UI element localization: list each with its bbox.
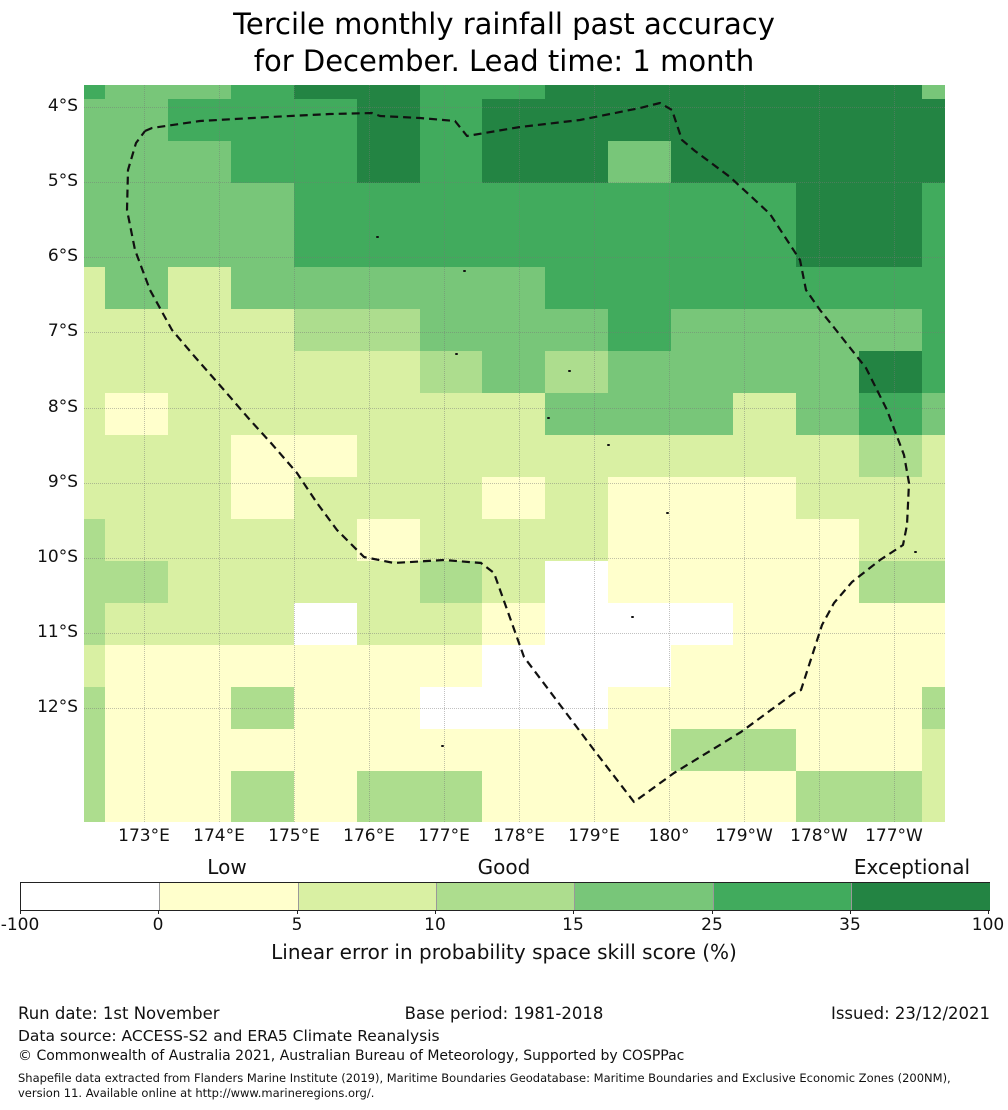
y-tick-label: 7°S [47, 321, 78, 341]
colorbar-tick [988, 910, 989, 914]
colorbar-segment [21, 883, 159, 910]
island-dot [568, 370, 571, 372]
colorbar-tick-label: 0 [152, 915, 164, 935]
y-tick-label: 10°S [37, 547, 78, 567]
island-dot [441, 745, 444, 747]
colorbar-tick [297, 910, 298, 914]
x-tick-label: 177°E [418, 826, 470, 846]
x-tick-label: 179°E [568, 826, 620, 846]
colorbar-tick-label: 15 [562, 915, 584, 935]
x-tick-label: 176°E [343, 826, 395, 846]
island-dot [547, 417, 550, 419]
colorbar-tick-label: 35 [839, 915, 861, 935]
base-period-text: Base period: 1981-2018 [404, 1004, 604, 1023]
y-tick-label: 12°S [37, 697, 78, 717]
x-tick-label: 179°W [715, 826, 773, 846]
x-tick-label: 178°E [493, 826, 545, 846]
map-area [84, 85, 945, 822]
eez-boundary [84, 85, 945, 822]
x-tick-label: 178°W [790, 826, 848, 846]
x-tick-label: 175°E [268, 826, 320, 846]
colorbar-tick [712, 910, 713, 914]
colorbar-category-label: Good [477, 855, 531, 879]
x-tick-label: 180° [648, 826, 690, 846]
colorbar-category-label: Low [207, 855, 247, 879]
island-dot [631, 616, 634, 618]
y-tick-label: 4°S [47, 96, 78, 116]
issued-text: Issued: 23/12/2021 [830, 1004, 990, 1023]
colorbar-segment [574, 883, 714, 910]
colorbar-segment [159, 883, 299, 910]
colorbar-tick [850, 910, 851, 914]
x-tick-label: 174°E [193, 826, 245, 846]
colorbar-tick [573, 910, 574, 914]
data-source-text: Data source: ACCESS-S2 and ERA5 Climate Reanalysis [18, 1027, 440, 1045]
colorbar-tick [435, 910, 436, 914]
y-tick-label: 6°S [47, 246, 78, 266]
y-tick-label: 8°S [47, 397, 78, 417]
run-date-text: Run date: 1st November [18, 1004, 220, 1023]
island-dot [666, 512, 669, 514]
copyright-text: © Commonwealth of Australia 2021, Australian Bureau of Meteorology, Supported by COSPPac [18, 1048, 685, 1064]
colorbar-segment [713, 883, 852, 910]
x-tick-label: 177°W [865, 826, 923, 846]
island-dot [455, 353, 458, 355]
x-tick-label: 173°E [118, 826, 170, 846]
colorbar [20, 882, 990, 911]
chart-title [0, 6, 1008, 80]
shapefile-note-line2: version 11. Available online at http://www.marineregions.org/. [18, 1086, 375, 1100]
colorbar-category-label: Exceptional [853, 855, 971, 879]
colorbar-tick-label: 100 [971, 915, 1005, 935]
colorbar-segment [851, 883, 990, 910]
island-dot [376, 236, 379, 238]
colorbar-segment [436, 883, 575, 910]
colorbar-tick-label: 10 [424, 915, 446, 935]
chart-title-line2: for December. Lead time: 1 month [253, 44, 755, 78]
y-tick-label: 11°S [37, 622, 78, 642]
chart-title-line1: Tercile monthly rainfall past accuracy [233, 7, 775, 41]
colorbar-tick [158, 910, 159, 914]
shapefile-note-line1: Shapefile data extracted from Flanders Marine Institute (2019), Maritime Boundaries Geodatabase: Maritime Boundaries and Exclusive Economic Zones (200NM), [18, 1071, 951, 1085]
y-tick-label: 9°S [47, 472, 78, 492]
colorbar-segment [298, 883, 437, 910]
island-dot [914, 551, 917, 553]
y-tick-label: 5°S [47, 171, 78, 191]
colorbar-tick-label: -100 [0, 915, 40, 935]
colorbar-tick-label: 25 [701, 915, 723, 935]
colorbar-axis-label: Linear error in probability space skill score (%) [271, 940, 737, 964]
colorbar-tick-label: 5 [291, 915, 303, 935]
colorbar-tick [20, 910, 21, 914]
island-dot [463, 270, 466, 272]
island-dot [607, 444, 610, 446]
